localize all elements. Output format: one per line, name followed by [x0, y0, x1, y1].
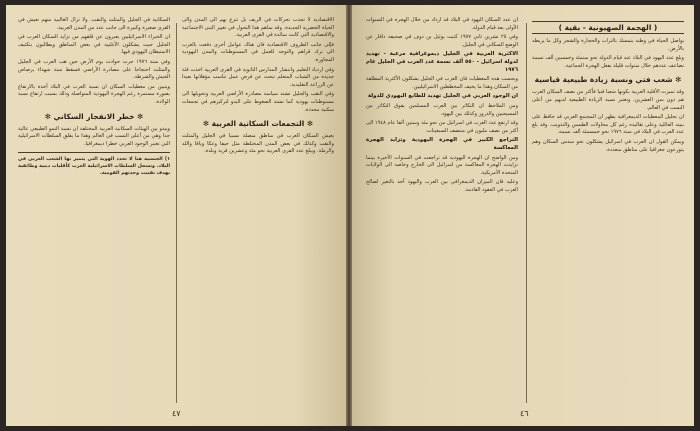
paragraph: ان الخبراء الاسرائيليين يعبرون عن قلقهم من تزايد السكان العرب في الجليل حيث يشكلون الأغلبية في بعض المناطق ويطالبون بتكثيف الاستيطان اليهودي فيها. — [18, 34, 170, 56]
paragraph: ان عدد السكان اليهود في البلاد قد ازداد من خلال الهجرة في السنوات الأولى بعد قيام الدولة. — [366, 17, 518, 31]
column-divider — [176, 23, 177, 403]
magazine-spread — [6, 5, 694, 426]
paragraph: الاقتصادية لا تجذب تحركات في الريف بل تنزع بهم الى المدن والى الحياة الحضرية الجديدة. وقد ساهم هذا التحول في تغيير البنى الاجتماعية والاقتصادية التي كانت سائدة في القرى العربية. — [182, 17, 334, 39]
paragraph: يواصل الحياة في وطنه بتمسك بالتراب والحجارة والشجر وكل ما يربطه بالأرض. — [532, 38, 684, 52]
section-heading: ✻ خطر الانفجار السكاني ✻ — [44, 111, 144, 121]
left-page-column-right — [182, 17, 334, 405]
paragraph: وبحسب هذه المعطيات فان العرب في الجليل يشكلون الأكثرية المطلقة من السكان وهذا ما يخيف المخططين الاسرائيليين. — [366, 76, 518, 90]
paragraph: فإلى جانب الظروف الاقتصادية فان هناك عوامل أخرى دفعت بالعرب الى ترك قراهم والتوجه للعمل في المستوطنات والمدن اليهودية المجاورة. — [182, 41, 334, 63]
paragraph: ويبدو بين الهيئات السكانية العربية المختلفة ان نسبة النمو الطبيعي عالية جدا وهي من أعلى النسب في العالم وهذا ما يقلق السلطات الاسرائيلية التي تعتبر الوجود العربي خطرا ديمغرافيا. — [18, 125, 170, 147]
page-number: ٤٧ — [172, 409, 181, 418]
right-page — [352, 5, 694, 426]
left-page — [6, 5, 346, 426]
paragraph: ومن الملاحظ ان التكاثر بين العرب المسلمين يفوق التكاثر بين المسيحيين والدروز وكذلك بين اليهود. — [366, 102, 518, 117]
paragraph: وقد تميزت الأقلية العربية بكونها شعبا فتيا فأكثر من نصف السكان العرب هم دون سن العشرين. وتعتبر نسبة الزيادة الطبيعية لديهم من أعلى النسب في العالم. — [532, 89, 684, 111]
right-page-column-right — [532, 17, 684, 405]
paragraph: ويتبين من معطيات السكان ان نسبة العرب في البلاد آخذة بالارتفاع بصورة مستمرة رغم الهجرة اليهودية المتواصلة وذلك بسبب ارتفاع نسبة الولادة. — [18, 83, 170, 105]
star-ornament-icon: ✻ — [137, 111, 144, 121]
section-heading: ✻ شعب فتي ونسبة زيادة طبيعية قياسية — [534, 75, 682, 85]
paragraph: وعليه فان الميزان الديمغرافي بين العرب واليهود آخذ بالتغير لصالح العرب في العقود القادمة. — [366, 179, 518, 193]
highlighted-quote: الاكثرية العربية في الجليل ديموغرافية مرعبة - تهديد لدولة اسرائيل - ٥٥٠ ألف نسمة عدد العرب في الجليل عام ١٩٧٦ — [366, 51, 518, 73]
paragraph: ومن الواضح ان الهجرة اليهودية قد تراجعت في السنوات الأخيرة بينما تزايدت الهجرة المعاكسة من اسرائيل الى الخارج وخاصة الى الولايات المتحدة الأمريكية. — [366, 154, 518, 176]
paragraph: وفي النقب والجليل تشتد سياسة مصادرة الأراضي العربية وتحويلها الى مستوطنات يهودية كما تشتد الضغوط على البدو لتركيزهم في تجمعات سكنية محددة. — [182, 91, 334, 113]
paragraph: ويمكن القول ان العرب في اسرائيل يشكلون نحو سدس السكان وهم يتوزعون جغرافيا على مناطق متعددة. — [532, 138, 684, 153]
section-heading: ✻ التجمعات السكانية العربية ✻ — [202, 119, 314, 129]
left-page-column-left — [18, 17, 170, 405]
footnote: ١) الجنسية هنا لا تحدد الهوية التي يتميز بها الشعب العربي في البلاد. وتسجل السلطات الاسرائيلية العرب كأقليات دينية وطائفية بهدف تفتيت وحدتهم القومية. — [18, 152, 170, 177]
paragraph: السكانية في الجليل والمثلث والنقب. ولا تزال الغالبية منهم تعيش في القرى صغيرة وكبيرة الى جانب عدد من المدن العربية. — [18, 17, 170, 31]
paragraph: وفي ازدياد التعليم وانتشار المدارس الثانوية في القرى العربية اخذت فئة جديدة من الشباب المتعلم تبحث عن فرص عمل تناسب مؤهلاتها بعيدا عن الزراعة التقليدية. — [182, 66, 334, 88]
star-ornament-icon: ✻ — [306, 119, 314, 129]
paragraph: يعيش السكان العرب في مناطق متصلة نسبيا في الجليل والمثلث والنقب وكذلك في بعض المدن المختلطة مثل حيفا وعكا ويافا واللد والرملة. ويبلغ عدد القرى العربية نحو مئة وعشرين قرية وبلدة. — [182, 133, 334, 155]
column-divider — [526, 23, 527, 403]
paragraph: ان تحليل المعطيات الديمغرافية يظهر ان المجتمع العربي قد حافظ على بنيته العائلية وعلى تقاليده رغم كل محاولات الطمس والتذويب. وقد بلغ عدد العرب في البلاد في سنة ١٩٧٦ نحو خمسمئة ألف نسمة. — [532, 114, 684, 136]
page-number: ٤٦ — [520, 409, 529, 418]
star-ornament-icon: ✻ — [675, 75, 682, 85]
star-ornament-icon: ✻ — [44, 111, 51, 121]
page-title: ( الهجمة الصهيونية - بقية ) — [532, 21, 684, 34]
paragraph: وفي سنة ١٩٧٦ جرت حوادث يوم الأرض حين هب العرب في الجليل والمثلث احتجاجا على مصادرة الأراضي فسقط ستة شهداء برصاص الجيش والشرطة. — [18, 58, 170, 81]
highlighted-quote: ان الوجود العربي في الجليل تهديد للطابع اليهودي للدولة — [367, 93, 518, 100]
paragraph: وبلغ عدد اليهود في البلاد عند قيام الدولة نحو ستمئة وخمسين ألف نسمة تضاعف عددهم خلال سنوات قليلة بفعل الهجرة الجماعية. — [532, 55, 684, 69]
paragraph: وقد ارتفع عدد العرب في اسرائيل من نحو مئة وستين ألفا عام ١٩٤٨ الى أكثر من نصف مليون في منتصف السبعينات. — [366, 120, 518, 134]
right-page-column-left — [366, 17, 518, 405]
star-ornament-icon: ✻ — [202, 119, 210, 129]
paragraph: وفي ٢٥ تشرين ثاني ١٩٧٧ كتبت يوئيل بن دوف في صحيفة دافار عن الوضع السكاني في الجليل. — [366, 34, 518, 48]
highlighted-quote: التراجع الكبير في الهجرة اليهودية وتزايد الهجرة المعاكسة — [366, 137, 518, 151]
